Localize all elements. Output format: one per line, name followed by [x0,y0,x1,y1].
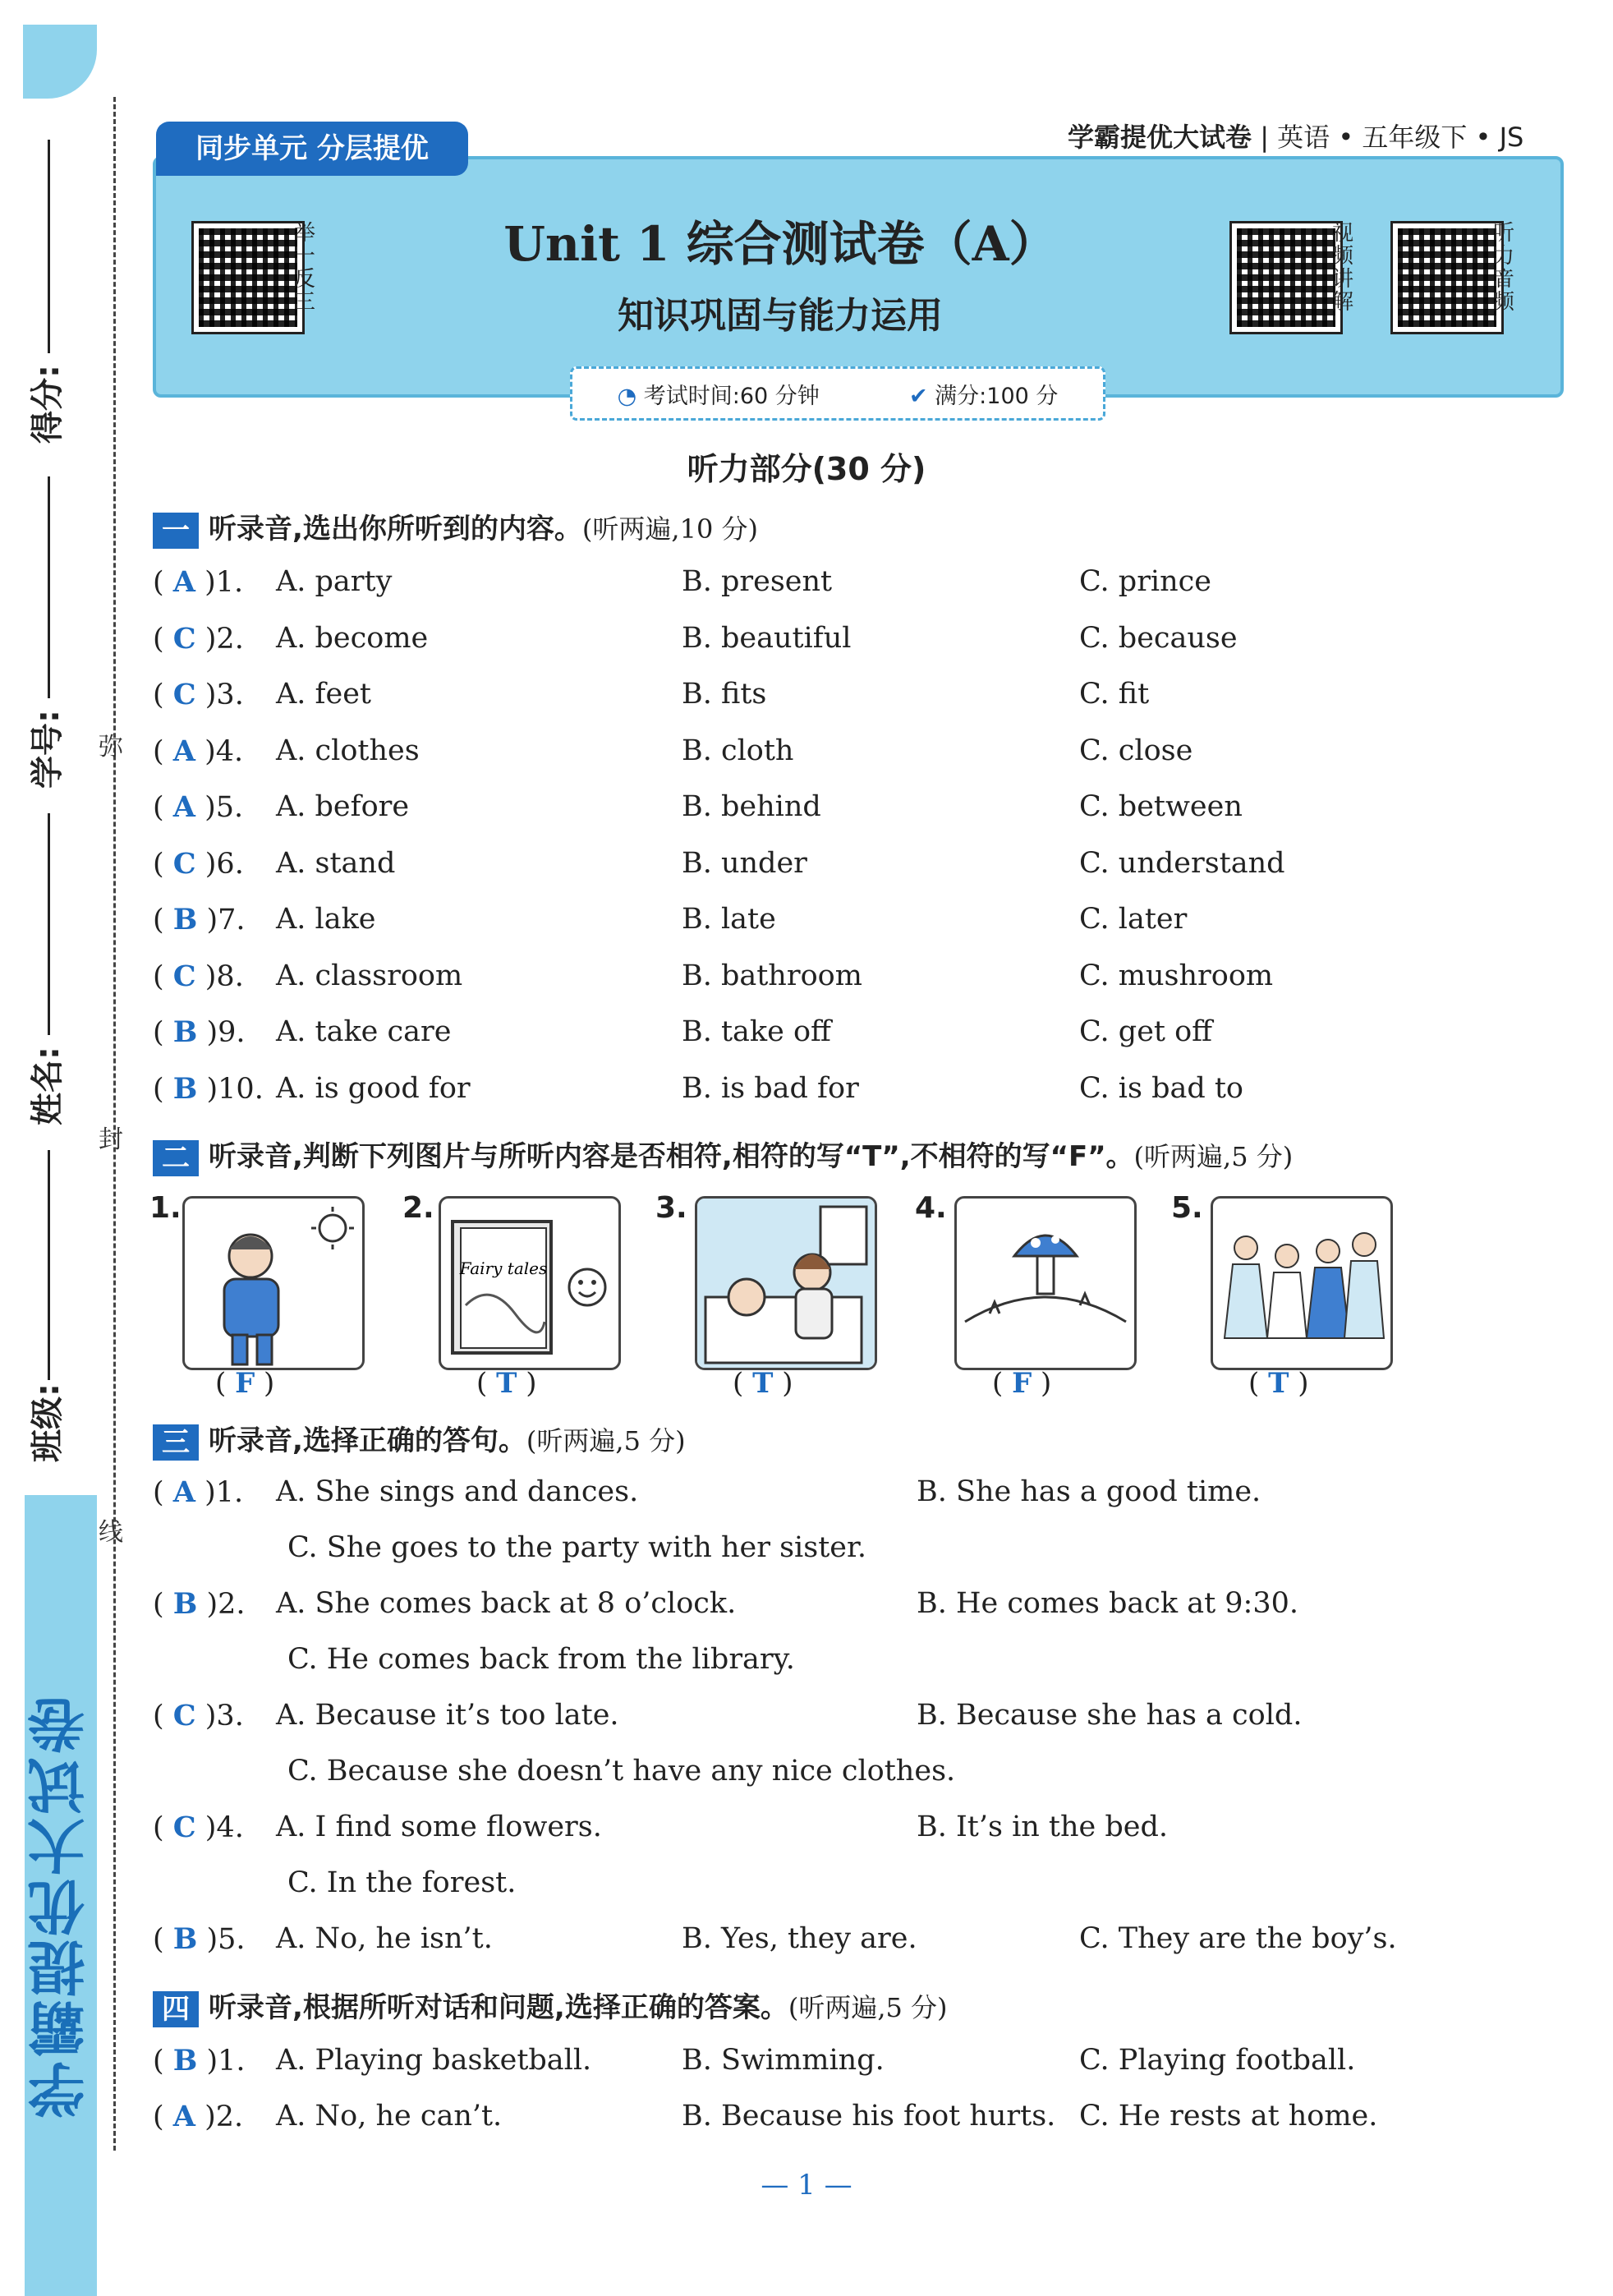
section-2-heading [153,1134,1293,1176]
exam-info [570,366,1105,421]
option-b: B. late [682,903,776,936]
option-a: A. stand [276,846,396,880]
question-number: 3. [216,679,244,711]
picture-4-mushroom [954,1196,1137,1370]
option-c-line [153,1531,1565,1581]
question-row [153,2044,1565,2093]
question-number: 1. [215,1476,244,1509]
answer-paren: ( B )7. [153,903,246,936]
answer: C [172,1699,196,1732]
qr-code-audio[interactable] [1393,223,1501,332]
clock-icon: ◔ [617,383,637,409]
question-number: 2. [216,622,244,656]
score-line[interactable] [48,140,50,353]
answer-paren: ( B )2. [153,1587,246,1621]
option-b: B. cloth [682,734,794,767]
question-row [153,1475,1565,1525]
pic-answer-3: ( T ) [733,1367,793,1400]
question-number: 8. [216,959,244,993]
option-b: B. Because she has a cold. [917,1699,1303,1732]
answer: A [172,565,195,599]
answer-paren: ( C )8. [153,959,244,993]
answer-paren: ( B )9. [153,1015,246,1049]
answer: B [172,903,198,936]
section-note: (听两遍,10 分) [581,513,758,545]
series-tag: 同步单元 分层提优 [156,122,468,176]
question-number: 7. [218,904,246,936]
question-row [153,734,1565,784]
option-c-line [153,1643,1565,1692]
option-a: A. classroom [276,959,463,992]
question-row [153,959,1565,1009]
vertical-brand: 学霸提优大试卷 [27,1693,94,2119]
option-a: A. take care [276,1015,452,1048]
series-name: 学霸提优大试卷 [1068,122,1252,153]
answer: C [172,1811,196,1844]
option-b: B. behind [682,790,821,823]
option-a: A. party [276,565,393,598]
option-c: C. between [1079,790,1243,823]
student-id-label: 学号: [29,710,67,789]
check-icon: ✔ [908,383,928,409]
listening-part-title: 听力部分(30 分) [687,451,926,487]
answer: B [172,1015,198,1049]
question-number: 10. [218,1072,264,1106]
qr-label-video: 视频讲解 [1332,221,1354,315]
qr-code-practice[interactable] [194,223,302,332]
question-row [153,1072,1565,1121]
qr-code-video[interactable] [1232,223,1340,332]
option-c: C. prince [1079,565,1211,598]
answer: B [172,1587,198,1621]
answer-paren: ( C )3. [153,678,244,711]
answer: B [172,1071,198,1106]
section-number: 三 [153,1424,199,1461]
section-4-heading [153,1985,948,2027]
name-line[interactable] [48,813,50,1035]
option-c: C. He comes back from the library. [287,1643,795,1676]
name-label: 姓名: [29,1047,67,1125]
option-b: B. Swimming. [682,2044,885,2077]
pic-answer-5: ( T ) [1248,1367,1309,1400]
option-a: A. feet [276,678,371,711]
answer-paren: ( C )3. [153,1699,244,1732]
answer: F [235,1367,255,1400]
exam-time [618,378,820,410]
answer: B [172,1922,198,1956]
option-c: C. is bad to [1079,1071,1244,1105]
picture-5-princesses [1211,1196,1393,1370]
answer: A [172,734,195,768]
exam-score [909,378,1058,410]
pic-number-4: 4. [915,1191,947,1225]
question-number: 9. [218,1016,246,1049]
answer: B [172,2044,198,2077]
answer-paren: ( C )4. [153,1811,244,1844]
option-a: A. No, he isn’t. [276,1922,493,1955]
question-number: 1. [215,566,244,599]
pic-number-5: 5. [1171,1191,1203,1225]
option-c: C. She goes to the party with her sister. [287,1531,866,1564]
question-row [153,1699,1565,1748]
option-a: A. She sings and dances. [276,1475,639,1508]
seal-char-1: 弥 [99,733,123,761]
option-a: A. Because it’s too late. [276,1699,619,1732]
answer-paren: ( A )4. [153,734,244,768]
answer-paren: ( C )6. [153,846,244,881]
option-a: A. before [276,790,410,823]
option-b: B. Yes, they are. [682,1922,917,1955]
answer: A [172,790,195,824]
seal-char-2: 封 [99,1125,123,1154]
score-label: 得分: [29,365,67,444]
option-c: C. later [1079,903,1188,936]
answer: C [172,846,196,881]
book-series: 学霸提优大试卷 | 英语 • 五年级下 • JS [1068,122,1524,153]
question-row [153,2100,1565,2149]
option-b: B. present [682,565,833,598]
subject-grade: 英语 • 五年级下 • JS [1277,122,1524,153]
option-c: C. mushroom [1079,959,1274,992]
answer-paren: ( B )10. [153,1071,264,1106]
answer-paren: ( B )5. [153,1922,246,1956]
option-a: A. become [276,621,429,655]
question-row [153,1015,1565,1065]
test-subtitle: 知识巩固与能力运用 [618,295,943,337]
pic-answer-2: ( T ) [476,1367,537,1400]
section-title: 听录音,选择正确的答句。 [209,1424,526,1457]
option-a: A. I find some flowers. [276,1811,602,1843]
answer-paren: ( A )1. [153,1475,244,1509]
option-c: C. understand [1079,846,1285,880]
question-row [153,622,1565,671]
option-a: A. No, he can’t. [276,2100,503,2133]
option-c: C. Playing football. [1079,2044,1356,2077]
option-b: B. She has a good time. [917,1475,1261,1508]
test-title: Unit 1 综合测试卷（A） [503,216,1057,272]
question-row [153,565,1565,614]
section-note: (听两遍,5 分) [788,1992,948,2023]
option-c: C. get off [1079,1015,1213,1048]
pic-answer-1: ( F ) [215,1367,275,1400]
pic-number-1: 1. [149,1191,182,1225]
answer-paren: ( A )1. [153,565,244,599]
question-number: 4. [216,1811,244,1844]
option-b: B. He comes back at 9:30. [917,1587,1298,1620]
pic-number-3: 3. [655,1191,687,1225]
picture-2-fairy-tales-book [439,1196,621,1370]
answer: C [172,621,196,656]
section-title: 听录音,选出你所听到的内容。 [209,513,582,545]
section-number: 二 [153,1140,199,1176]
option-a: A. is good for [276,1071,471,1105]
question-row [153,678,1565,727]
question-number: 2. [218,1588,246,1621]
exam-time-text: 考试时间:60 分钟 [643,383,820,409]
option-c-line [153,1866,1565,1916]
option-c: C. fit [1079,678,1150,711]
answer: T [752,1367,774,1400]
question-number: 4. [215,734,244,768]
answer-paren: ( A )5. [153,790,244,824]
section-title: 听录音,根据所听对话和问题,选择正确的答案。 [209,1991,788,2024]
question-number: 6. [216,847,244,881]
question-number: 5. [215,791,244,824]
binding-strip [0,0,99,2296]
question-number: 3. [216,1700,244,1732]
section-title: 听录音,判断下列图片与所听内容是否相符,相符的写“T”,不相符的写“F”。 [209,1140,1134,1173]
option-b: B. beautiful [682,621,852,655]
answer-paren: ( C )2. [153,621,244,656]
option-c: C. They are the boy’s. [1079,1922,1397,1955]
answer: C [172,959,196,993]
question-number: 2. [215,2100,244,2133]
answer: A [172,1475,195,1509]
option-a: A. She comes back at 8 o’clock. [276,1587,737,1620]
section-3-heading [153,1418,686,1461]
strip-top-decoration [23,25,97,99]
question-row [153,790,1565,840]
student-id-line[interactable] [48,476,50,698]
book-title: Fairy tales [459,1258,548,1278]
option-c: C. He rests at home. [1079,2100,1378,2133]
section-note: (听两遍,5 分) [1133,1141,1294,1172]
answer-paren: ( A )2. [153,2100,244,2133]
option-c: C. In the forest. [287,1866,517,1899]
answer: T [1268,1367,1289,1400]
option-b: B. bathroom [682,959,862,992]
option-b: B. is bad for [682,1071,859,1105]
section-number: 四 [153,1991,199,2027]
qr-label-audio: 听力音频 [1493,221,1515,315]
option-a: A. lake [276,903,376,936]
picture-3-sick-child-in-bed [695,1196,877,1370]
option-c: C. close [1079,734,1193,767]
question-number: 1. [218,2045,246,2077]
page-number: — 1 — [761,2169,852,2202]
exam-score-text: 满分:100 分 [935,383,1059,409]
class-label: 班级: [29,1383,67,1462]
section-1-heading [153,506,758,549]
question-row [153,847,1565,896]
section-number: 一 [153,513,199,549]
question-number: 5. [218,1923,246,1956]
option-b: B. It’s in the bed. [917,1811,1169,1843]
option-b: B. take off [682,1015,831,1048]
option-c: C. Because she doesn’t have any nice clothes. [287,1755,956,1788]
answer: A [172,2100,195,2133]
pic-number-2: 2. [402,1191,434,1225]
question-row [153,903,1565,952]
question-row [153,1922,1565,1972]
option-c: C. because [1079,621,1238,655]
picture-1-cold-boy [182,1196,365,1370]
option-a: A. clothes [276,734,420,767]
class-line[interactable] [48,1150,50,1380]
option-b: B. Because his foot hurts. [682,2100,1056,2133]
option-c-line [153,1755,1565,1804]
seal-char-3: 线 [99,1518,123,1547]
question-row [153,1811,1565,1860]
option-a: A. Playing basketball. [276,2044,592,2077]
answer-paren: ( B )1. [153,2044,246,2077]
pic-answer-4: ( F ) [992,1367,1052,1400]
qr-label-practice: 举一反三 [294,221,316,315]
answer: C [172,678,196,711]
section-note: (听两遍,5 分) [526,1425,686,1456]
option-b: B. under [682,846,807,880]
option-b: B. fits [682,678,767,711]
question-row [153,1587,1565,1636]
answer: T [496,1367,517,1400]
answer: F [1012,1367,1032,1400]
